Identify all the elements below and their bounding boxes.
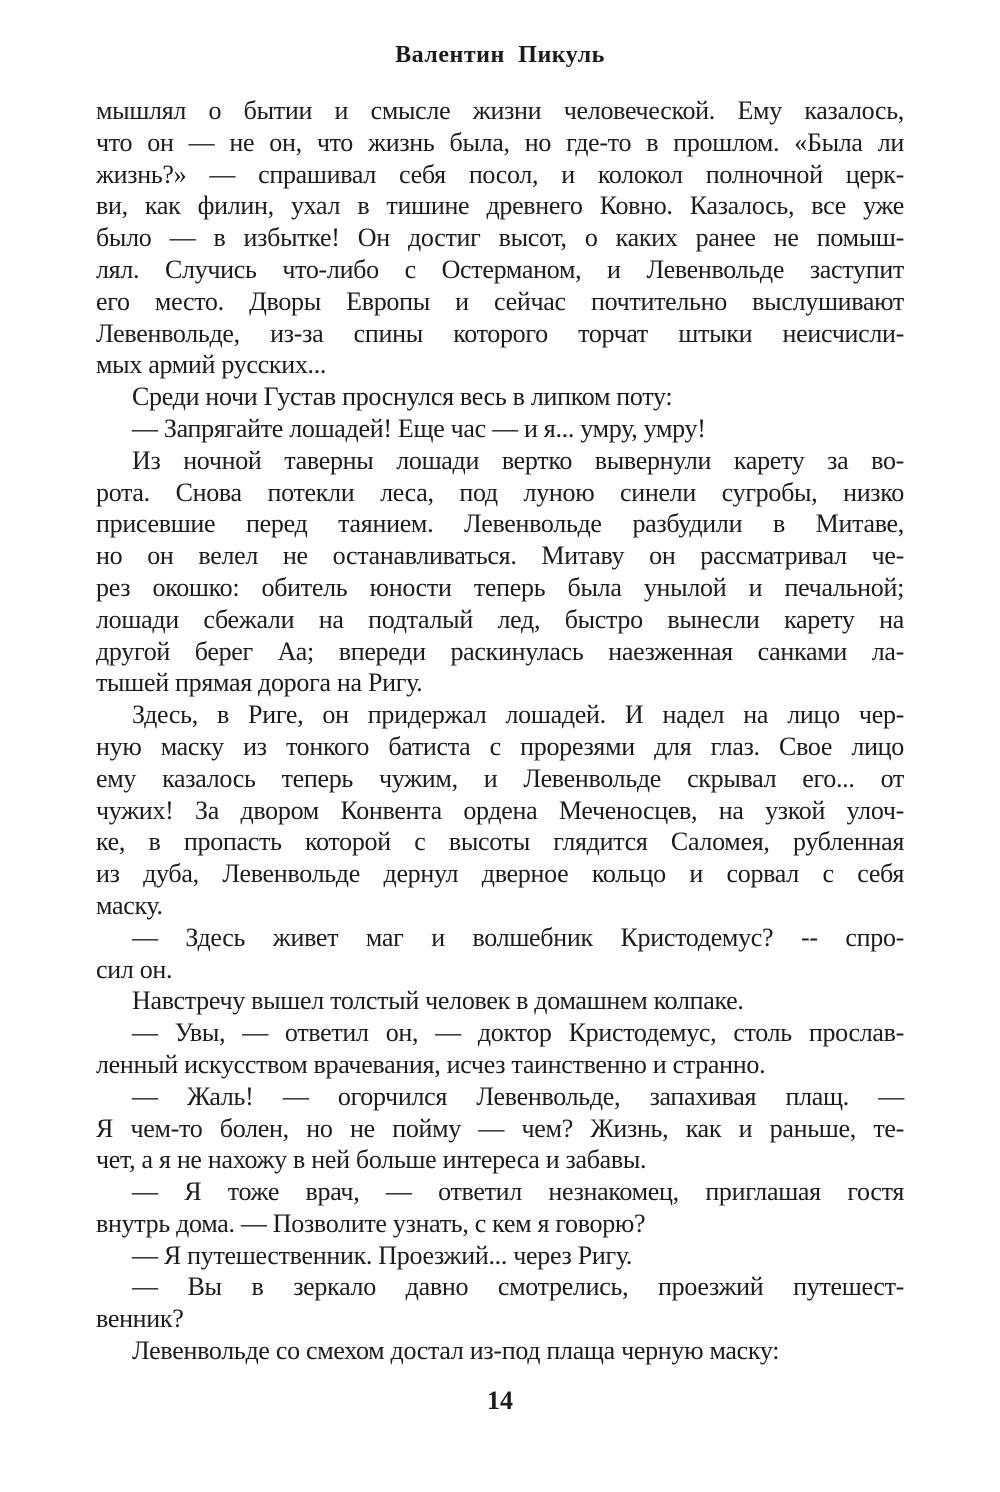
paragraph bbox=[96, 1335, 904, 1367]
paragraph bbox=[96, 699, 904, 922]
text-line: Среди ночи Густав проснулся весь в липком поту: bbox=[132, 382, 673, 412]
paragraph bbox=[96, 95, 904, 381]
text-line: лошади сбежали на подталый лед, быстро вынесли карету на bbox=[96, 604, 904, 634]
text-line: Здесь, в Риге, он придержал лошадей. И надел на лицо чер- bbox=[132, 700, 904, 730]
text-line: мышлял о бытии и смысле жизни человеческой. Ему казалось, bbox=[96, 96, 904, 125]
text-line: внутрь дома. — Позволите узнать, с кем я говорю? bbox=[96, 1208, 646, 1238]
text-line: — Я тоже врач, — ответил незнакомец, приглашая гостя bbox=[132, 1177, 904, 1207]
text-line: что он — не он, что жизнь была, но где-то в прошлом. «Была ли bbox=[96, 127, 904, 157]
text-line: маску. bbox=[96, 890, 163, 920]
text-line: сил он. bbox=[96, 954, 173, 984]
text-line: Я чем-то болен, но не пойму — чем? Жизнь, как и раньше, те- bbox=[96, 1113, 904, 1143]
text-line: его место. Дворы Европы и сейчас почтительно выслушивают bbox=[96, 286, 904, 316]
text-line: но он велел не останавливаться. Митаву он рассматривал че- bbox=[96, 541, 904, 571]
text-line: ке, в пропасть которой с высоты глядится Саломея, рубленная bbox=[96, 827, 904, 857]
text-line: ви, как филин, ухал в тишине древнего Ковно. Казалось, все уже bbox=[96, 191, 904, 221]
text-line: — Жаль! — огорчился Левенвольде, запахивая плащ. — bbox=[132, 1081, 904, 1111]
text-line: мых армий русских... bbox=[96, 350, 327, 380]
text-line: — Запрягайте лошадей! Еще час — и я... умру, умру! bbox=[132, 413, 706, 443]
text-line: рез окошко: обитель юности теперь была унылой и печальной; bbox=[96, 572, 904, 602]
page-number: 14 bbox=[487, 1386, 513, 1415]
text-line: ему казалось теперь чужим, и Левенвольде скрывал его... от bbox=[96, 763, 904, 793]
text-line: присевшие перед таянием. Левенвольде разбудили в Митаве, bbox=[96, 509, 904, 539]
text-line: было — в избытке! Он достиг высот, о каких ранее не помыш- bbox=[96, 223, 904, 253]
text-line: ную маску из тонкого батиста с прорезями для глаз. Свое лицо bbox=[96, 731, 904, 761]
text-line: из дуба, Левенвольде дернул дверное кольцо и сорвал с себя bbox=[96, 859, 904, 889]
text-line: лял. Случись что-либо с Остерманом, и Левенвольде заступит bbox=[96, 254, 904, 284]
paragraph bbox=[96, 1176, 904, 1240]
text-line: Навстречу вышел толстый человек в домашнем колпаке. bbox=[132, 986, 744, 1016]
paragraph bbox=[96, 381, 904, 413]
text-line: — Увы, — ответил он, — доктор Кристодемус, столь прослав- bbox=[132, 1018, 904, 1048]
paragraph bbox=[96, 985, 904, 1017]
text-block bbox=[96, 95, 904, 1367]
paragraph bbox=[96, 1081, 904, 1176]
text-line: — Я путешественник. Проезжий... через Ригу. bbox=[132, 1240, 633, 1270]
text-line: жизнь?» — спрашивал себя посол, и колокол полночной церк- bbox=[96, 159, 904, 189]
text-line: — Вы в зеркало давно смотрелись, проезжий путешест- bbox=[132, 1272, 904, 1302]
paragraph bbox=[96, 413, 904, 445]
text-line: чет, а я не нахожу в ней больше интереса и забавы. bbox=[96, 1145, 647, 1175]
text-line: Левенвольде, из-за спины которого торчат штыки неисчисли- bbox=[96, 318, 904, 348]
paragraph bbox=[96, 1271, 904, 1335]
text-line: чужих! За двором Конвента ордена Меченосцев, на узкой улоч- bbox=[96, 795, 904, 825]
paragraph bbox=[96, 445, 904, 699]
text-line: венник? bbox=[96, 1304, 184, 1334]
paragraph bbox=[96, 1240, 904, 1272]
text-line: рота. Снова потекли леса, под луною синели сугробы, низко bbox=[96, 477, 904, 507]
text-line: ленный искусством врачевания, исчез таинственно и странно. bbox=[96, 1049, 766, 1079]
running-head: Валентин Пикуль bbox=[395, 42, 605, 68]
paragraph bbox=[96, 922, 904, 986]
text-line: другой берег Аа; впереди раскинулась наезженная санками ла- bbox=[96, 636, 904, 666]
text-line: Левенвольде со смехом достал из-под плаща черную маску: bbox=[132, 1336, 780, 1366]
paragraph bbox=[96, 1017, 904, 1081]
text-line: тышей прямая дорога на Ригу. bbox=[96, 668, 423, 698]
text-line: Из ночной таверны лошади вертко вывернули карету за во- bbox=[132, 445, 904, 475]
text-line: — Здесь живет маг и волшебник Кристодемус? -- спро- bbox=[132, 922, 904, 952]
